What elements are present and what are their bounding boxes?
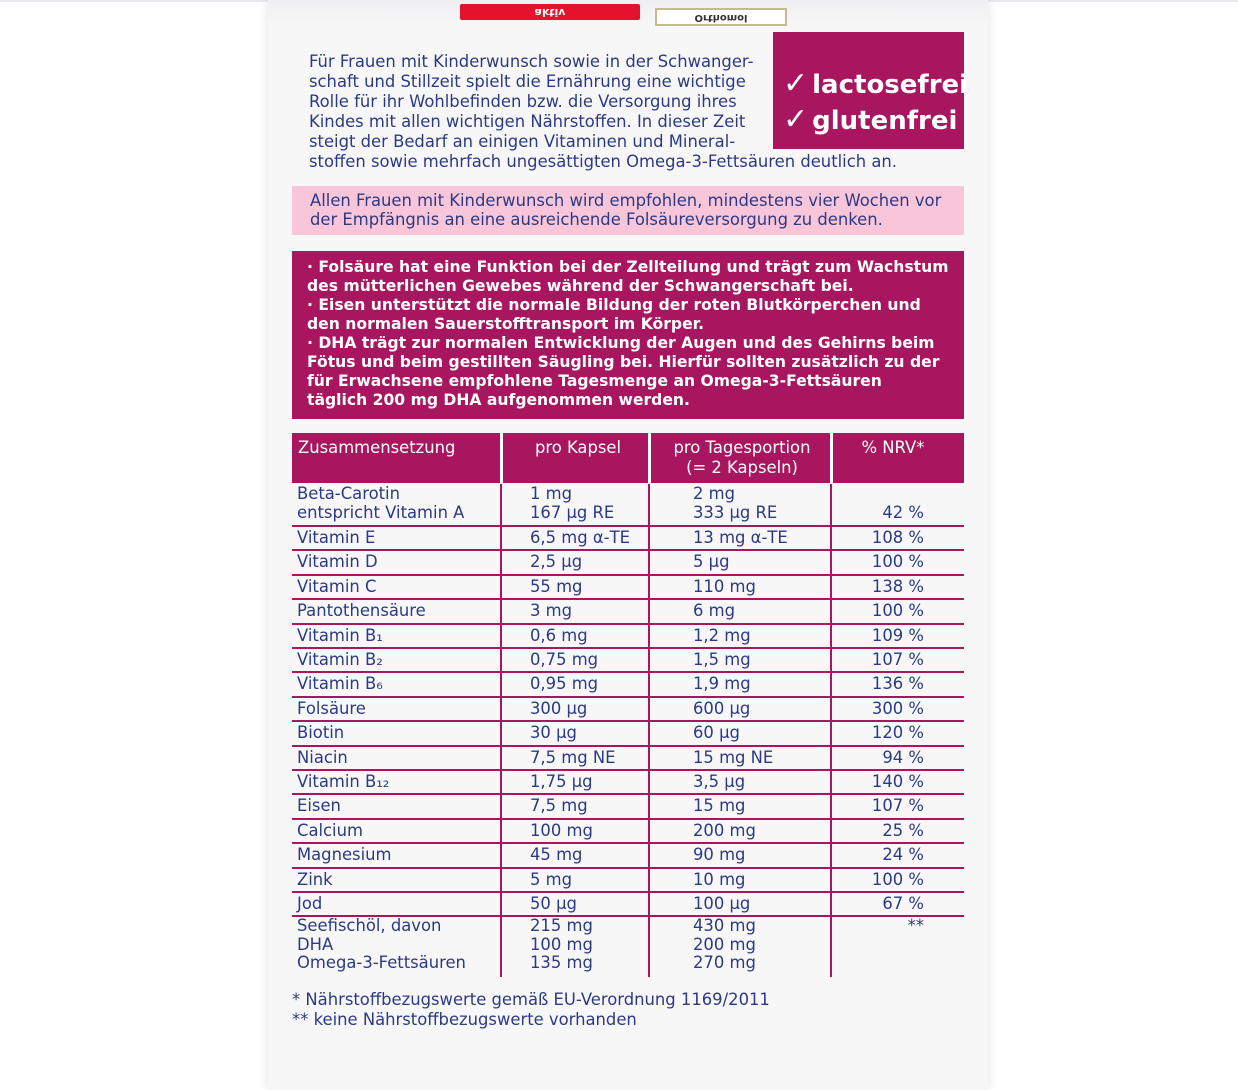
- per-capsule-value: 100 mg: [530, 934, 593, 954]
- per-capsule-value: 1,75 µg: [530, 772, 593, 791]
- nrv-value: **: [907, 916, 924, 936]
- intro-line: steigt der Bedarf an einigen Vitaminen und Mineral-: [309, 132, 736, 151]
- nutrient-name: Niacin: [297, 747, 348, 767]
- per-daily-value: 90 mg: [693, 845, 746, 865]
- claim-line: · DHA trägt zur normalen Entwicklung der Augen und des Gehirns beim: [307, 334, 935, 352]
- nutrition-table-header: [292, 433, 964, 483]
- row-divider: [292, 842, 964, 844]
- per-daily-value: 200 mg: [693, 820, 756, 840]
- nrv-value: 107 %: [871, 650, 924, 669]
- per-capsule-value: 100 mg: [530, 820, 593, 840]
- nutrient-name: Vitamin D: [297, 552, 378, 572]
- nutrient-name: Calcium: [297, 820, 363, 840]
- per-capsule-value: 50 µg: [530, 894, 577, 913]
- row-divider: [292, 818, 964, 820]
- row-divider: [292, 525, 964, 527]
- per-capsule-value: 6,5 mg α-TE: [530, 528, 630, 547]
- per-daily-value: 200 mg: [693, 934, 756, 954]
- footnote-nrv: * Nährstoffbezugswerte gemäß EU-Verordnung 1169/2011: [292, 990, 770, 1009]
- per-daily-value: 15 mg NE: [693, 747, 774, 767]
- claim-line: täglich 200 mg DHA aufgenommen werden.: [307, 391, 690, 409]
- per-capsule-value: 300 µg: [530, 698, 588, 718]
- header-nrv: % NRV*: [861, 438, 925, 457]
- nutrient-name: Vitamin E: [297, 528, 376, 547]
- per-daily-value: 270 mg: [693, 953, 756, 973]
- per-daily-value: 6 mg: [693, 601, 736, 621]
- per-capsule-value: 45 mg: [530, 845, 583, 865]
- column-divider: [648, 484, 650, 977]
- per-daily-value: 333 µg RE: [693, 502, 778, 522]
- per-daily-value: 60 µg: [693, 723, 740, 743]
- nrv-value: 140 %: [871, 772, 924, 791]
- per-capsule-value: 167 µg RE: [530, 502, 615, 522]
- nutrient-name: entspricht Vitamin A: [297, 502, 465, 522]
- per-daily-value: 100 µg: [693, 894, 751, 913]
- claim-line: · Folsäure hat eine Funktion bei der Zellteilung und trägt zum Wachstum: [307, 258, 949, 276]
- check-icon: ✓: [783, 102, 809, 137]
- per-daily-value: 10 mg: [693, 869, 746, 889]
- header-per-capsule: pro Kapsel: [534, 438, 622, 457]
- nutrient-name: Folsäure: [297, 698, 366, 718]
- column-divider: [830, 484, 832, 977]
- claim-line: für Erwachsene empfohlene Tagesmenge an Omega-3-Fettsäuren: [307, 372, 882, 390]
- nutrient-name: Seefischöl, davon: [297, 916, 442, 936]
- nutrient-name: Vitamin B₂: [297, 650, 383, 669]
- row-divider: [292, 623, 964, 625]
- nrv-value: 94 %: [882, 747, 924, 767]
- per-daily-value: 13 mg α-TE: [693, 528, 788, 547]
- nrv-value: 100 %: [871, 601, 924, 621]
- header-composition: Zusammensetzung: [298, 438, 456, 457]
- nutrient-name: Vitamin B₁₂: [297, 772, 390, 791]
- claim-line: den normalen Sauerstofftransport im Körper.: [307, 315, 705, 333]
- nrv-value: 100 %: [871, 552, 924, 572]
- nutrient-name: Vitamin B₁: [297, 625, 383, 645]
- row-divider: [292, 598, 964, 600]
- badge-glutenfrei: [783, 104, 957, 137]
- per-daily-value: 1,5 mg: [693, 650, 751, 669]
- intro-line: schaft und Stillzeit spielt die Ernährung eine wichtige: [309, 72, 746, 91]
- claim-line: · Eisen unterstützt die normale Bildung der roten Blutkörperchen und: [307, 296, 921, 314]
- nrv-value: 24 %: [882, 845, 924, 865]
- per-daily-value: 600 µg: [693, 698, 751, 718]
- claim-line: des mütterlichen Gewebes während der Schwangerschaft bei.: [307, 277, 854, 295]
- intro-line: stoffen sowie mehrfach ungesättigten Omega-3-Fettsäuren deutlich an.: [309, 152, 897, 171]
- row-divider: [292, 769, 964, 771]
- nrv-value: 108 %: [871, 528, 924, 547]
- per-daily-value: 1,2 mg: [693, 625, 751, 645]
- row-divider: [292, 793, 964, 795]
- row-divider: [292, 745, 964, 747]
- nutrient-name: Pantothensäure: [297, 601, 426, 621]
- badge-label: glutenfrei: [812, 106, 958, 136]
- nutrient-name: Vitamin C: [297, 576, 377, 596]
- column-divider: [500, 484, 502, 977]
- nrv-value: 67 %: [882, 894, 924, 913]
- nutrient-name: Omega-3-Fettsäuren: [297, 953, 466, 973]
- nutrient-name: Biotin: [297, 723, 345, 743]
- per-capsule-value: 3 mg: [530, 601, 573, 621]
- nrv-value: 107 %: [871, 796, 924, 816]
- per-capsule-value: 135 mg: [530, 953, 593, 973]
- per-capsule-value: 1 mg: [530, 484, 573, 503]
- nutrient-name: Jod: [297, 894, 323, 913]
- health-claims-box: [292, 251, 964, 419]
- per-daily-value: 5 µg: [693, 552, 730, 572]
- per-capsule-value: 30 µg: [530, 723, 577, 743]
- per-daily-value: 15 mg: [693, 796, 746, 816]
- per-capsule-value: 0,95 mg: [530, 674, 599, 694]
- nrv-value: 109 %: [871, 625, 924, 645]
- nrv-value: 100 %: [871, 869, 924, 889]
- nrv-value: 120 %: [871, 723, 924, 743]
- claim-line: Fötus und beim gestillten Säugling bei. Hierfür sollten zusätzlich zu der: [307, 353, 940, 371]
- nrv-value: 136 %: [871, 674, 924, 694]
- intro-line: Kindes mit allen wichtigen Nährstoffen. In dieser Zeit: [309, 112, 746, 131]
- per-daily-value: 430 mg: [693, 916, 756, 936]
- per-capsule-value: 7,5 mg: [530, 796, 588, 816]
- per-daily-value: 1,9 mg: [693, 674, 751, 694]
- badge-label: lactosefrei: [812, 70, 969, 100]
- note-line: Allen Frauen mit Kinderwunsch wird empfohlen, mindestens vier Wochen vor: [310, 191, 942, 210]
- nutrient-name: Magnesium: [297, 845, 392, 865]
- header-per-daily: [653, 433, 831, 483]
- intro-line: Rolle für ihr Wohlbefinden bzw. die Versorgung ihres: [309, 92, 737, 111]
- badge-lactosefrei: [783, 68, 968, 101]
- nrv-value: 300 %: [871, 698, 924, 718]
- nrv-value: 25 %: [882, 820, 924, 840]
- flap-brand-logo-white: Orthomol: [655, 8, 787, 26]
- per-capsule-value: 7,5 mg NE: [530, 747, 616, 767]
- per-capsule-value: 5 mg: [530, 869, 573, 889]
- per-capsule-value: 0,6 mg: [530, 625, 588, 645]
- row-divider: [292, 671, 964, 673]
- row-divider: [292, 696, 964, 698]
- footnote-no-nrv: ** keine Nährstoffbezugswerte vorhanden: [292, 1010, 637, 1029]
- row-divider: [292, 720, 964, 722]
- per-capsule-value: 215 mg: [530, 916, 593, 936]
- per-capsule-value: 0,75 mg: [530, 650, 599, 669]
- nutrient-name: DHA: [297, 934, 334, 954]
- header-daily-line: pro Tagesportion: [673, 438, 811, 457]
- header-daily-line: (= 2 Kapseln): [686, 458, 798, 477]
- free-from-badge: [773, 32, 969, 149]
- row-divider: [292, 647, 964, 649]
- per-capsule-value: 2,5 µg: [530, 552, 583, 572]
- header-divider: [830, 433, 833, 483]
- per-daily-value: 3,5 µg: [693, 772, 746, 791]
- nutrient-name: Zink: [297, 869, 333, 889]
- folic-acid-note: [292, 186, 964, 235]
- header-divider: [648, 433, 651, 483]
- nutrient-name: Vitamin B₆: [297, 674, 383, 694]
- intro-line: Für Frauen mit Kinderwunsch sowie in der Schwanger-: [309, 52, 754, 71]
- nrv-value: 42 %: [882, 502, 924, 522]
- check-icon: ✓: [783, 66, 809, 101]
- nutrient-name: Beta-Carotin: [297, 484, 400, 503]
- per-daily-value: 2 mg: [693, 484, 736, 503]
- row-divider: [292, 867, 964, 869]
- row-divider: [292, 574, 964, 576]
- row-divider: [292, 891, 964, 893]
- nutrient-name: Eisen: [297, 796, 341, 816]
- per-daily-value: 110 mg: [693, 576, 756, 596]
- row-divider: [292, 549, 964, 551]
- nrv-value: 138 %: [871, 576, 924, 596]
- header-divider: [500, 433, 503, 483]
- note-line: der Empfängnis an eine ausreichende Folsäureversorgung zu denken.: [310, 210, 883, 229]
- flap-brand-logo-red: aktiv: [460, 4, 640, 20]
- per-capsule-value: 55 mg: [530, 576, 583, 596]
